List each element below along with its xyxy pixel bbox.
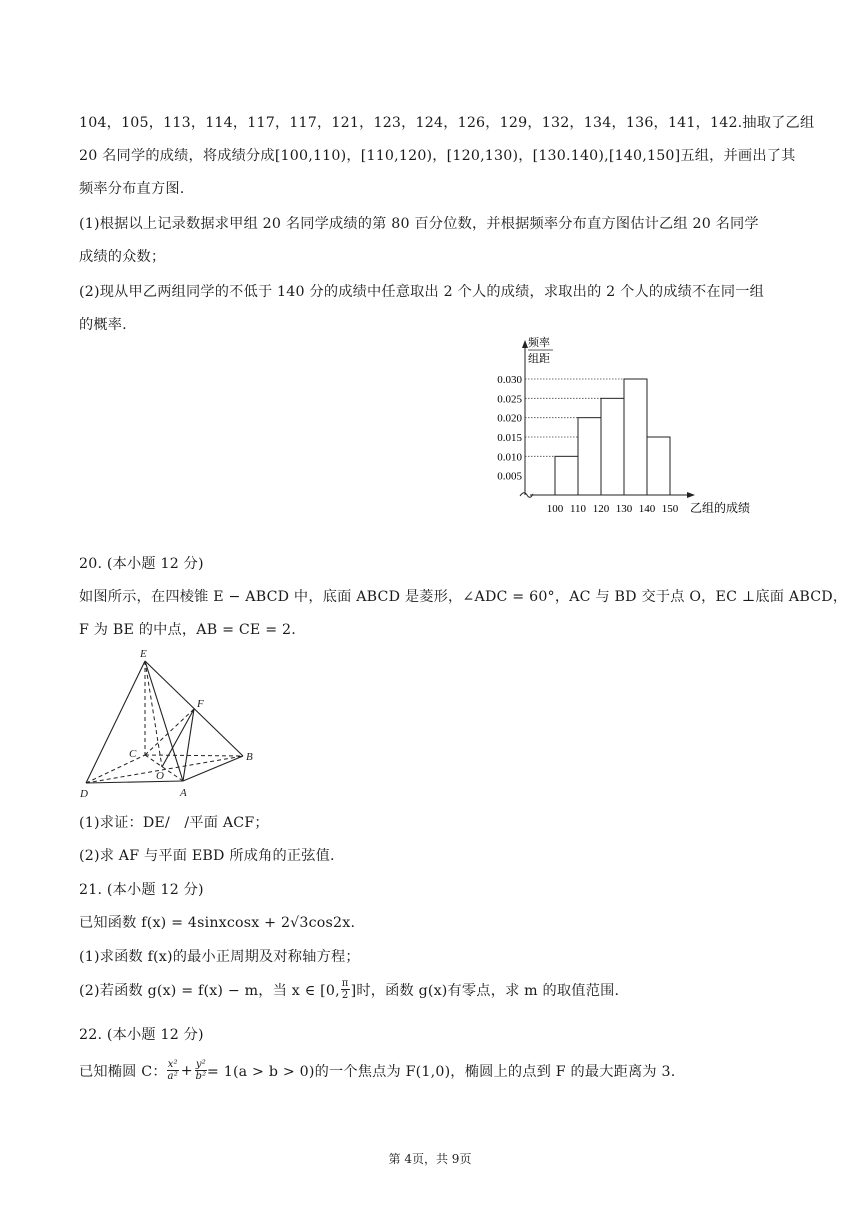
- histogram-bar: [555, 456, 578, 495]
- q20-header: 20. (本小题 12 分): [79, 556, 204, 572]
- ylabel-bottom: 组距: [528, 353, 550, 365]
- segment-EO: [145, 661, 162, 767]
- fraction-denominator: a²: [167, 1071, 178, 1082]
- q22-stem-pre: 已知椭圆 C：: [79, 1063, 167, 1080]
- y-tick-label: 0.010: [497, 451, 522, 464]
- q19-part1-line2: 成绩的众数；: [79, 249, 166, 265]
- y-tick-label: 0.015: [497, 432, 522, 444]
- fraction-denominator: 2: [341, 990, 349, 1001]
- edge-AB: [183, 756, 243, 781]
- y-tick-label: 0.030: [497, 374, 522, 386]
- pyramid-figure: [78, 645, 268, 805]
- q21-part1: (1)求函数 f(x)的最小正周期及对称轴方程；: [79, 949, 360, 965]
- label-C: C: [129, 748, 137, 760]
- edge-DA: [86, 781, 183, 783]
- q20-stem-line1: 如图所示，在四棱锥 E − ABCD 中，底面 ABCD 是菱形，∠ADC = 60°，AC 与 BD 交于点 O，EC ⊥底面 ABCD，: [79, 589, 848, 605]
- label-O: O: [156, 770, 164, 782]
- label-D: D: [80, 788, 88, 800]
- q19-histogram-line: 频率分布直方图.: [79, 181, 185, 197]
- q19-part1-line1: (1)根据以上记录数据求甲组 20 名同学成绩的第 80 百分位数，并根据频率分布直方图估计乙组 20 名同学: [79, 216, 759, 232]
- x-tick-label: 130: [615, 503, 633, 515]
- q19-grouping-line: 20 名同学的成绩，将成绩分成[100,110)，[110,120)，[120,130)，[130.140),[140,150]五组，并画出了其: [79, 148, 796, 164]
- fraction-numerator: x²: [167, 1059, 178, 1070]
- edge-CB: [145, 755, 243, 756]
- x-tick-label: 150: [661, 503, 679, 515]
- x-tick-label: 110: [569, 503, 587, 515]
- ylabel-top: 频率: [528, 337, 550, 349]
- q19-part2-line2: 的概率.: [79, 317, 127, 333]
- fraction-numerator: π: [341, 978, 349, 989]
- xlabel: 乙组的成绩: [690, 501, 751, 515]
- histogram-bar: [601, 398, 624, 495]
- q21-part2-pre: (2)若函数 g(x) = f(x) − m，当 x ∈ [0,: [79, 982, 340, 999]
- pi-over-2-fraction: [341, 978, 350, 1001]
- label-E: E: [140, 648, 147, 660]
- fraction-denominator: b²: [195, 1071, 207, 1082]
- q21-stem: 已知函数 f(x) = 4sinxcosx + 2√3cos2x.: [79, 915, 356, 931]
- edge-ED: [86, 661, 145, 783]
- x-tick-label: 120: [592, 503, 610, 515]
- x-over-a-fraction: [167, 1059, 179, 1082]
- y-tick-label: 0.020: [497, 412, 522, 425]
- histogram-bar: [647, 437, 670, 495]
- segment-CF: [145, 709, 194, 755]
- page-footer: 第 4页，共 9页: [388, 1152, 472, 1166]
- q19-data-line: 104，105，113，114，117，117，121，123，124，126，129，132，134，136，141，142.抽取了乙组: [79, 115, 815, 131]
- q19-part2-line1: (2)现从甲乙两组同学的不低于 140 分的成绩中任意取出 2 个人的成绩，求取出的 2 个人的成绩不在同一组: [79, 284, 764, 300]
- label-F: F: [197, 698, 204, 710]
- histogram-bar: [578, 418, 601, 495]
- q20-part2: (2)求 AF 与平面 EBD 所成角的正弦值.: [79, 848, 335, 864]
- q22-header: 22. (本小题 12 分): [79, 1027, 204, 1043]
- y-over-b-fraction: [195, 1059, 207, 1082]
- y-tick-label: 0.025: [497, 393, 522, 406]
- plus-sign: +: [180, 1062, 193, 1079]
- histogram-bar: [624, 379, 647, 495]
- diagonal-DB: [86, 756, 243, 783]
- q21-header: 21. (本小题 12 分): [79, 882, 204, 898]
- q21-part2-post: ]时，函数 g(x)有零点，求 m 的取值范围.: [350, 982, 620, 999]
- y-tick-label: 0.005: [497, 470, 522, 483]
- x-axis-arrow: [687, 492, 695, 498]
- label-B: B: [246, 751, 253, 763]
- q20-stem-line2: F 为 BE 的中点，AB = CE = 2.: [79, 622, 296, 638]
- x-tick-label: 140: [638, 503, 656, 515]
- diagonal-AC: [145, 755, 183, 781]
- frequency-histogram: [480, 335, 780, 525]
- q20-part1: (1)求证：DE/ /平面 ACF；: [79, 815, 269, 831]
- fraction-numerator: y²: [195, 1059, 206, 1070]
- q22-stem-post: = 1(a > b > 0)的一个焦点为 F(1,0)，椭圆上的点到 F 的最大距离为 3.: [206, 1063, 676, 1080]
- q21-part2: [79, 978, 619, 1001]
- x-tick-label: 100: [546, 503, 564, 515]
- q22-stem: [79, 1059, 675, 1082]
- label-A: A: [180, 787, 187, 799]
